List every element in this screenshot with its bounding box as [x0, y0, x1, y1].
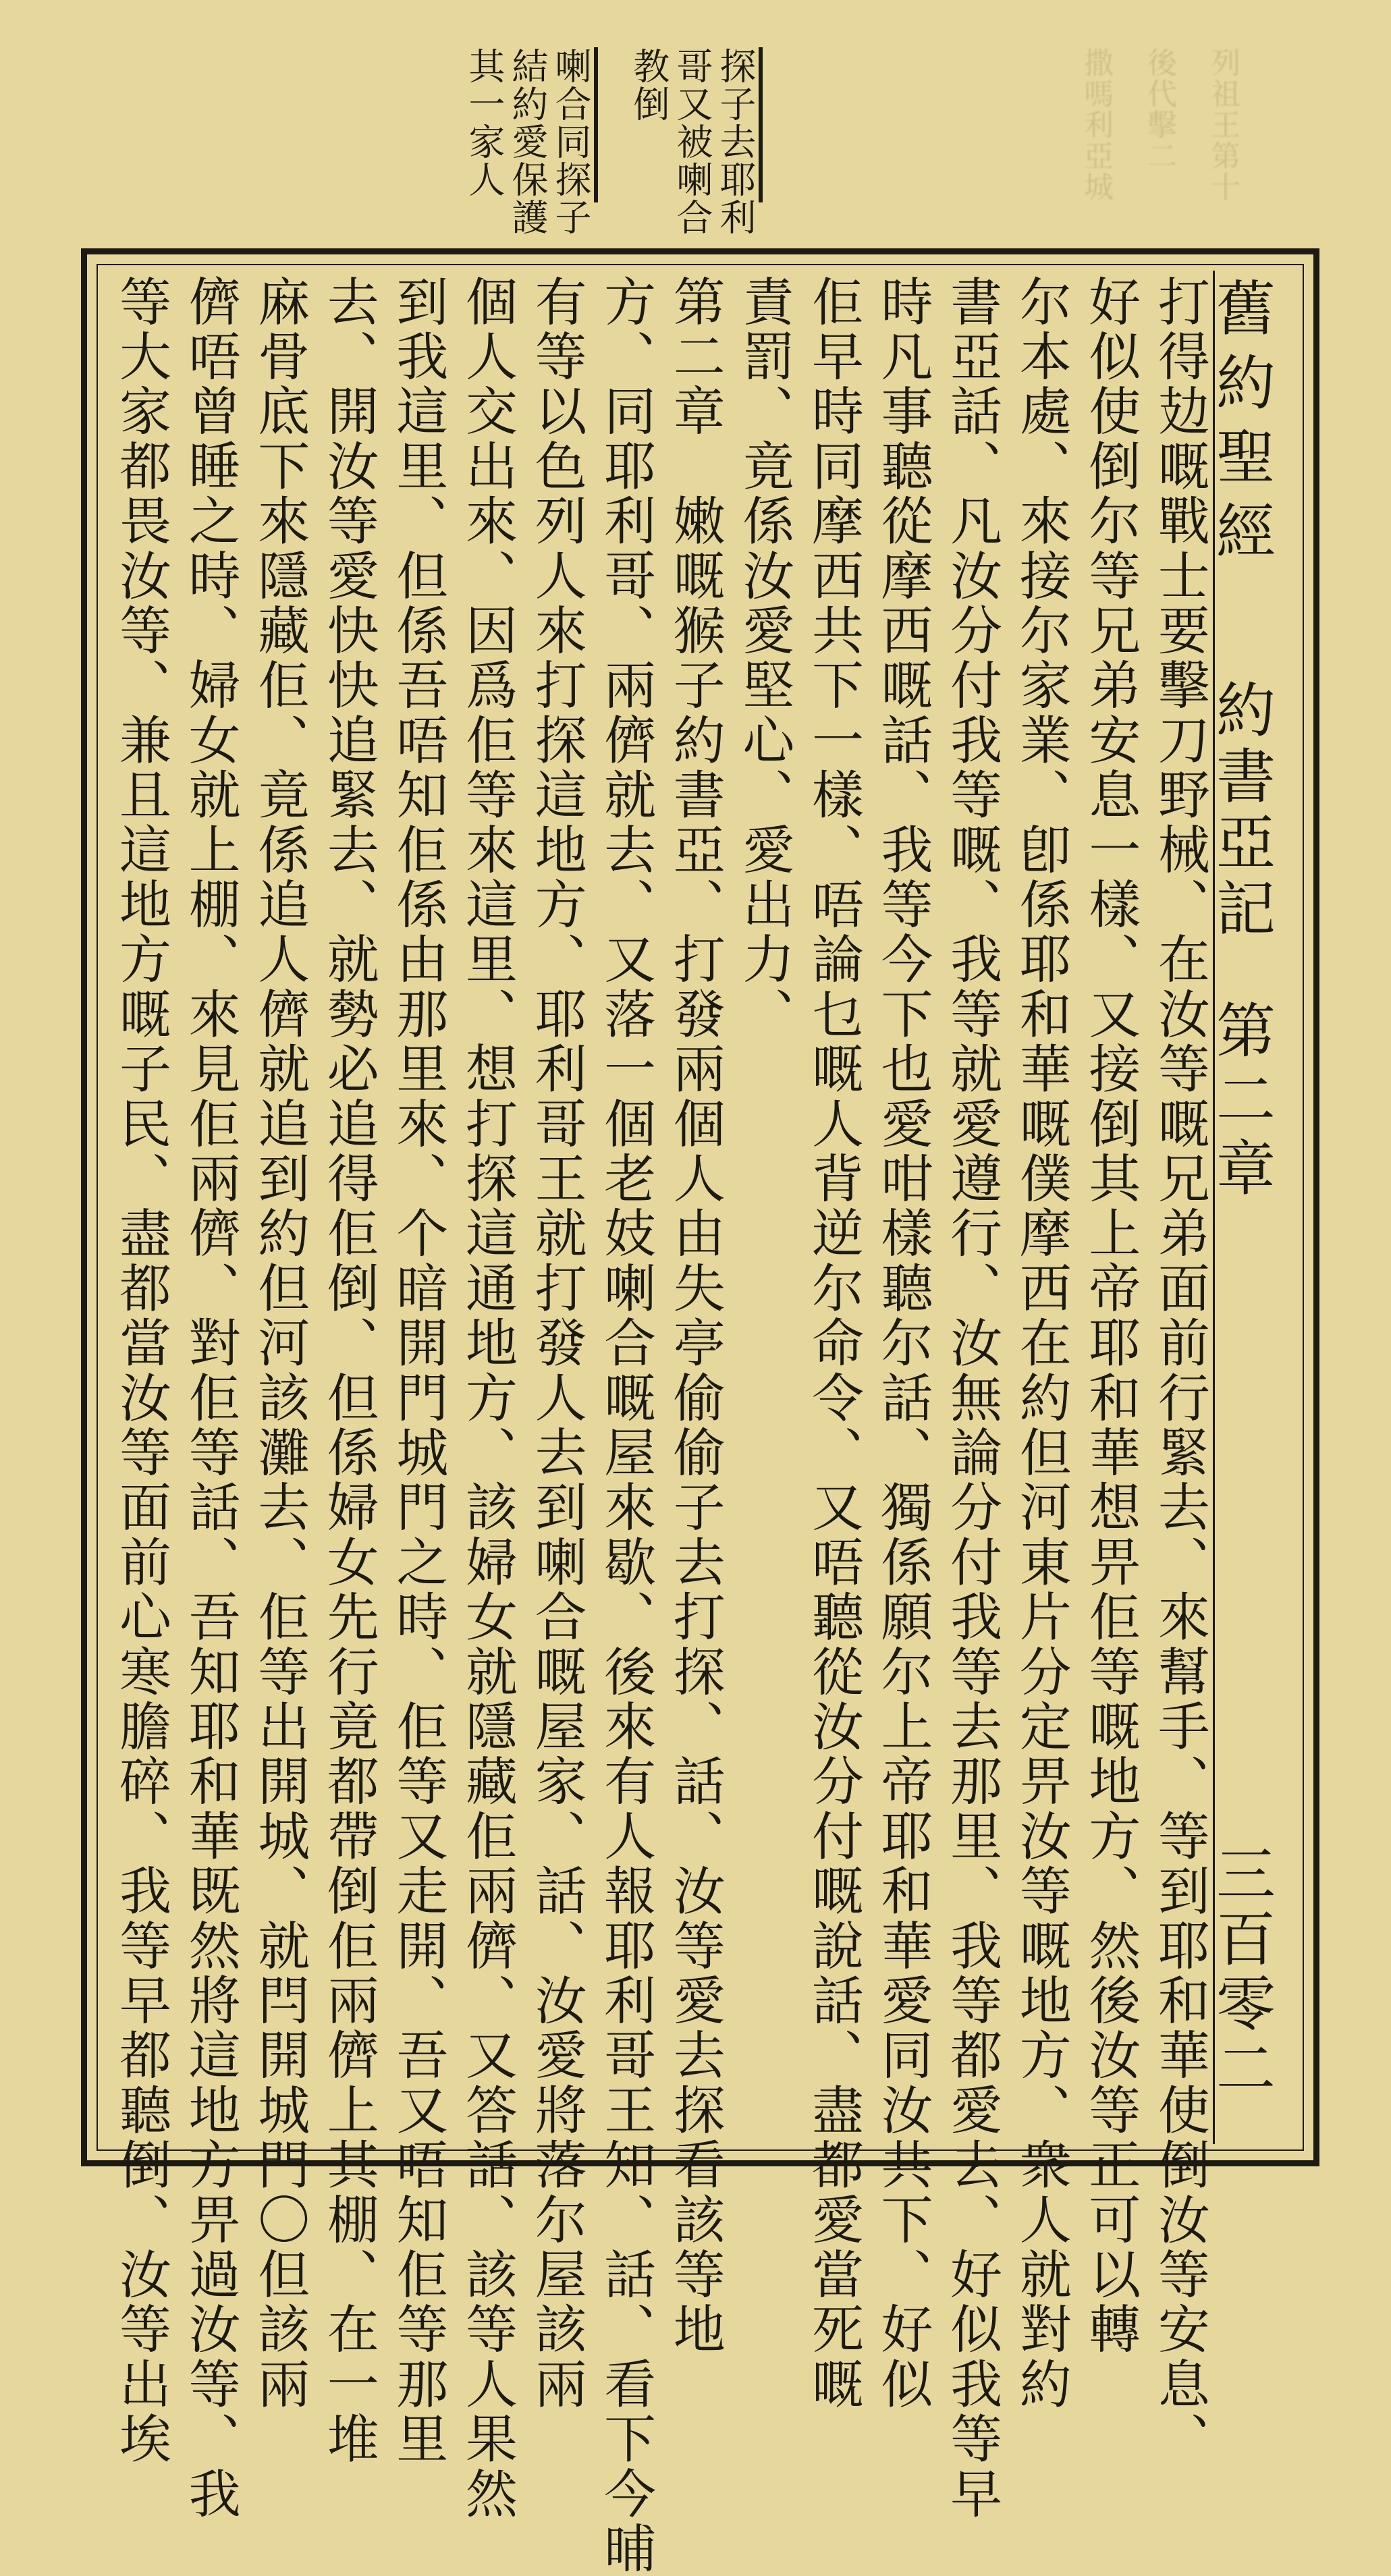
- bleed-through-text: [837, 47, 1242, 223]
- text-column: 佢早時同摩西共下一樣、唔論乜嘅人背逆尔命令、又唔聽從汝分付嘅說話、盡都愛當死嘅: [802, 275, 863, 2412]
- headnote-line: 教倒: [628, 47, 670, 123]
- headnote-bar: [594, 47, 598, 202]
- bleed-through-line: 列祖王第十: [1205, 47, 1240, 202]
- book-collection-title: 舊約聖經: [1207, 277, 1276, 574]
- text-column: 好似使倒尔等兄弟安息一樣、又接倒其上帝耶和華想畀佢等嘅地方、然後汝等正可以轉: [1080, 275, 1141, 2357]
- headnote-line: 探子去耶利: [714, 47, 757, 236]
- headnote-line: 喇合同探子: [549, 47, 592, 236]
- text-column: 尔本處、來接尔家業、卽係耶和華嘅僕摩西在約但河東片分定畀汝等嘅地方、衆人就對約: [1010, 275, 1071, 2412]
- headnote-spies-sent: [629, 47, 763, 263]
- text-column: 儕唔曾睡之時、婦女就上棚、來見佢兩儕、對佢等話、吾知耶和華既然將這地方畀過汝等、我: [180, 275, 240, 2522]
- text-column: 去、開汝等愛快快追緊去、就勢必追得佢倒、但係婦女先行竟都帶倒佢兩儕上其棚、在一堆: [318, 275, 379, 2467]
- body-text: [107, 275, 1212, 2576]
- bleed-through-line: 撒嗎利亞城: [1079, 47, 1113, 202]
- bleed-through-line: 後代擊二: [1142, 47, 1176, 171]
- headnote-line: 結約愛保護: [506, 47, 549, 236]
- headnote-line: 哥又被喇合: [671, 47, 713, 236]
- headnote-line: 其一家人: [463, 47, 506, 198]
- running-header: [1207, 271, 1296, 2144]
- chapter-start-column: 第二章 嫩嘅𤠣子約書亞、打發兩個人由失亭偷偷子去打探、話、汝等愛去探看該等地: [664, 275, 725, 2357]
- text-column: 有等以色列人來打探這地方、耶利哥王就打發人去到喇合嘅屋家、話、汝愛將落尔屋該兩: [526, 275, 587, 2412]
- text-column: 到我這里、但係吾唔知佢係由那里來、个暗開門城門之時、佢等又走開、吾又唔知佢等那里: [387, 275, 448, 2467]
- text-column: 打得攰嘅戰士要擊刀野械、在汝等嘅兄弟面前行緊去、來幫手、等到耶和華使倒汝等安息、: [1149, 275, 1209, 2467]
- headnote-rahab-covenant: [464, 47, 598, 263]
- text-frame: [81, 248, 1319, 2576]
- chapter-heading: 第二章: [1207, 999, 1276, 1206]
- text-column: 時凡事聽從摩西嘅話、我等今下也愛咁樣聽尔話、獨係願尔上帝耶和華愛同汝共下、好似: [872, 275, 933, 2412]
- page-number: 三百零二: [1207, 1843, 1276, 2102]
- text-column: 書亞話、凡汝分付我等嘅、我等就愛遵行、汝無論分付我等去那里、我等都愛去、好似我等早: [942, 275, 1002, 2522]
- text-column: 麻骨底下來隱藏佢、竟係追人儕就追到約但河該灘去、佢等出開城、就閂開城門〇但該兩: [249, 275, 310, 2412]
- text-column: 個人交出來、因爲佢等來這里、想打探這通地方、該婦女就隱藏佢兩儕、又答話、該等人果然: [456, 275, 517, 2522]
- book-title: 約書亞記: [1207, 679, 1276, 943]
- headnote-bar: [759, 47, 763, 202]
- text-column: 方、同耶利哥、兩儕就去、又落一個老妓喇合嘅屋來歇、後來有人報耶利哥王知、話、看下今晡: [595, 275, 656, 2576]
- margin-headnotes: [169, 47, 763, 263]
- text-column: 等大家都畏汝等、兼且這地方嘅子民、盡都當汝等面前心寒膽碎、我等早都聽倒、汝等出埃: [111, 275, 171, 2467]
- text-column: 責罰、竟係汝愛堅心、愛出力、: [734, 275, 794, 1042]
